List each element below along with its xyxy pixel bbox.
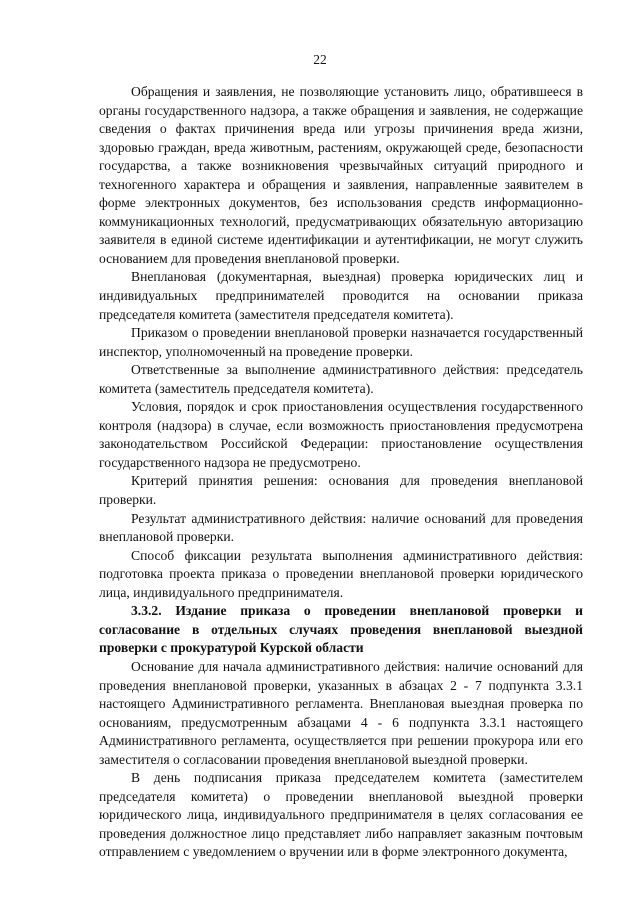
paragraph-signing-day: В день подписания приказа председателем комитета (заместителем председателя комитета) о проведении внеплановой выездной проверки юридического лица, индивидуального предпринимателя в целях согласования ее проведения должностное лицо представляет либо направляет заказным почтовым отправлением с уведомлением о вручении или в форме электронного документа, xyxy=(99,770,583,860)
paragraph-result-recording: Способ фиксации результата выполнения административного действия: подготовка проекта приказа о проведении внеплановой проверки юридического лица, индивидуального предпринимателя. xyxy=(99,547,583,600)
paragraph-action-result: Результат административного действия: наличие оснований для проведения внеплановой проверки. xyxy=(99,510,583,545)
page-number: 22 xyxy=(313,52,327,67)
section-heading-3-3-2: 3.3.2. Издание приказа о проведении внеплановой проверки и согласование в отдельных случаях проведения внеплановой выездной проверки с прокуратурой Курской области xyxy=(99,603,583,656)
document-body xyxy=(99,83,583,862)
paragraph-anonymous-appeals: Обращения и заявления, не позволяющие установить лицо, обратившееся в органы государственного надзора, а также обращения и заявления, не содержащие сведения о фактах причинения вреда или угрозы причинения вреда жизни, здоровью граждан, вреда животным, растениям, окружающей среде, безопасности государства, а также возникновения чрезвычайных ситуаций природного и техногенного характера и обращения и заявления, направленные заявителем в форме электронных документов, без использования средств информационно-коммуникационных технологий, предусматривающих обязательную авторизацию заявителя в единой системе идентификации и аутентификации, не могут служить основанием для проведения внеплановой проверки. xyxy=(99,84,583,266)
paragraph-decision-criterion: Критерий принятия решения: основания для проведения внеплановой проверки. xyxy=(99,473,583,508)
paragraph-inspector-appointment: Приказом о проведении внеплановой проверки назначается государственный инспектор, уполномоченный на проведение проверки. xyxy=(99,325,583,359)
paragraph-unscheduled-inspection-basis: Внеплановая (документарная, выездная) проверка юридических лиц и индивидуальных предпринимателей проводится на основании приказа председателя комитета (заместителя председателя комитета). xyxy=(99,269,583,322)
paragraph-suspension-conditions: Условия, порядок и срок приостановления осуществления государственного контроля (надзора) в случае, если возможность приостановления предусмотрена законодательством Российской Федерации: приостановление осуществления государственного надзора не предусмотрено. xyxy=(99,399,583,470)
paragraph-responsible-persons: Ответственные за выполнение административного действия: председатель комитета (заместитель председателя комитета). xyxy=(99,362,583,396)
paragraph-action-grounds: Основание для начала административного действия: наличие оснований для проведения внеплановой проверки, указанных в абзацах 2 - 7 подпункта 3.3.1 настоящего Административного регламента. Внеплановая выездная проверка по основаниям, предусмотренным абзацами 4 - 6 подпункта 3.3.1 настоящего Административного регламента, осуществляется при решении прокурора или его заместителя о согласовании проведения внеплановой выездной проверки. xyxy=(99,658,583,767)
